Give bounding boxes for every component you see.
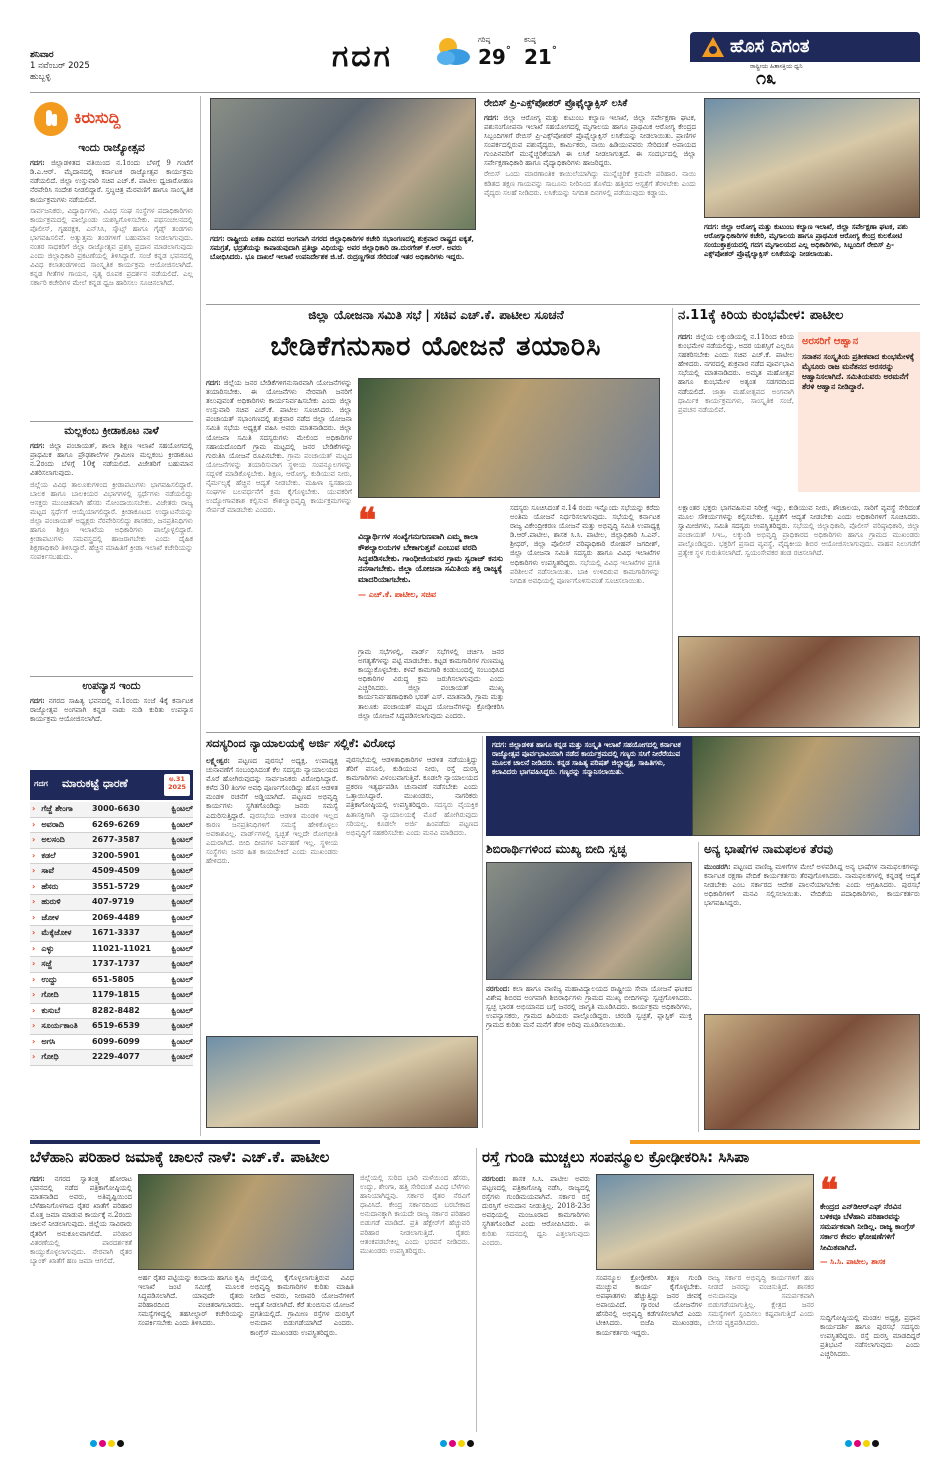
- market-price-range: 2069-4489: [91, 912, 140, 922]
- bottom-right-col-1: ನರಗುಂದ: ಶಾಸಕ ಸಿ.ಸಿ. ಪಾಟೀಲ ಅವರು ಪಟ್ಟಣದಲ್ಲಿ ಪತ್ರಿಕಾಗೋಷ್ಠಿ ನಡೆಸಿ, ರಾಜ್ಯದಲ್ಲಿ ರಸ್ತೆಗಳು ಗುಂಡಿಮಯವಾಗಿವೆ. ಸರ್ಕಾರ ರಸ್ತೆ ದುರಸ್ತಿಗೆ ಅನುದಾನ ನೀಡುತ್ತಿಲ್ಲ. 2018-23ರ ಅವಧಿಯಲ್ಲಿ ಮಂಜೂರಾದ ಕಾಮಗಾರಿಗಳು ಸ್ಥಗಿತಗೊಂಡಿವೆ ಎಂದು ಆರೋಪಿಸಿದರು. ಈ ಕುರಿತು ಸದನದಲ್ಲಿ ಧ್ವನಿ ಎತ್ತಲಾಗುವುದು ಎಂದರು.: [482, 1174, 590, 1247]
- kirusuddi-header: [30, 96, 193, 140]
- kirusuddi-item: ಉಪನ್ಯಾಸ ಇಂದು ಗದಗ: ನಗರದ ಸಾಹಿತ್ಯ ಭವನದಲ್ಲಿ ನ.1ರಂದು ಸಂಜೆ 4ಕ್ಕೆ ಕರ್ನಾಟಕ ರಾಜ್ಯೋತ್ಸವ ಅಂಗವಾಗಿ ಕನ್ನಡ ನಾಡು ನುಡಿ ಕುರಿತು ಉಪನ್ಯಾಸ ಕಾರ್ಯಕ್ರಮ ಆಯೋಜಿಸಲಾಗಿದೆ.: [30, 676, 193, 764]
- bullet-icon: ›: [32, 990, 36, 1000]
- street-body: ನರಗುಂದ: ಕಲಾ ಹಾಗೂ ವಾಣಿಜ್ಯ ಮಹಾವಿದ್ಯಾಲಯದ ರಾಷ್ಟ್ರೀಯ ಸೇವಾ ಯೋಜನೆ ಘಟಕದ ವಿಶೇಷ ಶಿಬಿರದ ಅಂಗವಾಗಿ ಶಿಬಿರಾರ್ಥಿಗಳು ಗ್ರಾಮದ ಮುಖ್ಯ ಬೀದಿಗಳನ್ನು ಸ್ವಚ್ಛಗೊಳಿಸಿದರು. ಸ್ವಚ್ಛ ಭಾರತ ಅಭಿಯಾನದ ಬಗ್ಗೆ ಜನರಲ್ಲಿ ಜಾಗೃತಿ ಮೂಡಿಸಿದರು. ಕಾರ್ಯಕ್ರಮ ಅಧಿಕಾರಿಗಳು, ಉಪನ್ಯಾಸಕರು, ಗ್ರಾಮದ ಹಿರಿಯರು ಪಾಲ್ಗೊಂಡಿದ್ದರು. ಚರಂಡಿ ಸ್ವಚ್ಛತೆ, ಪ್ಲಾಸ್ಟಿಕ್ ಮುಕ್ತ ಗ್ರಾಮದ ಕುರಿತು ಮನೆ ಮನೆಗೆ ತೆರಳಿ ಅರಿವು ಮೂಡಿಸಲಾಯಿತು.: [486, 984, 692, 1030]
- header-date: 1 ನವೆಂಬರ್ 2025: [30, 61, 90, 72]
- kirusuddi-item: ಮಲ್ಲಕಂಬ ಕ್ರೀಡಾಕೂಟ ನಾಳೆ ಗದಗ: ಜಿಲ್ಲಾ ಪಂಚಾಯತ್, ಶಾಲಾ ಶಿಕ್ಷಣ ಇಲಾಖೆ ಸಹಯೋಗದಲ್ಲಿ ಪ್ರಾಥಮಿಕ ಹಾಗೂ ಪ್ರೌಢಶಾಲೆಗಳ ಗ್ರಾಮೀಣ ಮಲ್ಲಕಂಬ ಕ್ರೀಡಾಕೂಟ ನ.2ರಂದು ಬೆಳಗ್ಗೆ 10ಕ್ಕೆ ನಡೆಯಲಿದೆ. ವಿಜೇತರಿಗೆ ಬಹುಮಾನ ವಿತರಿಸಲಾಗುವುದು. ಜಿಲ್ಲೆಯ ವಿವಿಧ ತಾಲೂಕುಗಳಿಂದ ಕ್ರೀಡಾಪಟುಗಳು ಭಾಗವಹಿಸಲಿದ್ದಾರೆ. ಬಾಲಕ ಹಾಗೂ ಬಾಲಕಿಯರ ವಿಭಾಗಗಳಲ್ಲಿ ಸ್ಪರ್ಧೆಗಳು ನಡೆಯಲಿದ್ದು ಆಸಕ್ತರು ಮುಂಚಿತವಾಗಿ ಹೆಸರು ನೋಂದಾಯಿಸಬೇಕು. ವಿಜೇತರು ರಾಜ್ಯ ಮಟ್ಟದ ಸ್ಪರ್ಧೆಗೆ ಆಯ್ಕೆಯಾಗಲಿದ್ದಾರೆ. ಕ್ರೀಡಾಕೂಟದ ಉದ್ಘಾಟನೆಯನ್ನು ಜಿಲ್ಲಾ ಪಂಚಾಯತ್ ಅಧ್ಯಕ್ಷರು ನೆರವೇರಿಸಲಿದ್ದು ಶಾಸಕರು, ಜನಪ್ರತಿನಿಧಿಗಳು ಹಾಗೂ ಶಿಕ್ಷಣ ಇಲಾಖೆಯ ಅಧಿಕಾರಿಗಳು ಪಾಲ್ಗೊಳ್ಳಲಿದ್ದಾರೆ. ಕ್ರೀಡಾಪಟುಗಳು ಸಮವಸ್ತ್ರದಲ್ಲಿ ಹಾಜರಾಗಬೇಕು ಎಂದು ದೈಹಿಕ ಶಿಕ್ಷಣಾಧಿಕಾರಿ ತಿಳಿಸಿದ್ದಾರೆ. ಹೆಚ್ಚಿನ ಮಾಹಿತಿಗೆ ಕ್ರೀಡಾ ಇಲಾಖೆ ಕಚೇರಿಯನ್ನು ಸಂಪರ್ಕಿಸಬಹುದು.: [30, 421, 193, 681]
- kumbhamela-box: [798, 332, 920, 492]
- market-price-range: 2229-4077: [91, 1052, 140, 1062]
- market-row: [30, 1004, 193, 1020]
- bullet-icon: ›: [32, 819, 36, 829]
- photo-unity-day-caption: ಗದಗ: ರಾಷ್ಟ್ರೀಯ ಏಕತಾ ದಿವಸದ ಅಂಗವಾಗಿ ನಗರದ ಜಿಲ್ಲಾಧಿಕಾರಿಗಳ ಕಚೇರಿ ಸಭಾಂಗಣದಲ್ಲಿ ಶುಕ್ರವಾರ ರಾಷ್ಟ್ರದ ಐಕ್ಯತೆ, ಸಮಗ್ರತೆ, ಭದ್ರತೆಯನ್ನು ಕಾಪಾಡುವುದಾಗಿ ಪ್ರತಿಜ್ಞಾ ವಿಧಿಯನ್ನು ಅಪರ ಜಿಲ್ಲಾಧಿಕಾರಿ ಡಾ.ದುರಗೇಶ್ ಕೆ.ಆರ್. ಅವರು ಬೋಧಿಸಿದರು. ಭೂ ದಾಖಲೆ ಇಲಾಖೆ ಉಪನಿರ್ದೇಶಕ ಜಿ.ಜೆ. ರುದ್ರಣ್ಣಗೌಡ ಸೇರಿದಂತೆ ಇತರ ಅಧಿಕಾರಿಗಳು ಇದ್ದರು.: [210, 234, 474, 262]
- lead-quote-box: [358, 504, 504, 644]
- market-row: [30, 942, 193, 958]
- kumbhamela-photo: [678, 636, 920, 728]
- market-crop: ಹೆಸರು: [41, 881, 59, 891]
- rabies-body: ಜಿಲ್ಲಾ ಆರೋಗ್ಯ ಮತ್ತು ಕುಟುಂಬ ಕಲ್ಯಾಣ ಇಲಾಖೆ, ಜಿಲ್ಲಾ ಸರ್ವೇಕ್ಷಣಾ ಘಟಕ, ಪಶುಸಂಗೋಪನಾ ಇಲಾಖೆ ಸಹಯೋಗದಲ್ಲಿ ಮೃಗಾಲಯ ಹಾಗೂ ಪ್ರಾಥಮಿಕ ಆರೋಗ್ಯ ಕೇಂದ್ರದ ಸಿಬ್ಬಂದಿಗಳಿಗೆ ರೇಬಿಸ್ ಪ್ರಿ-ಎಕ್ಸ್‌ಪೋಶರ್ ಪ್ರೊಫೈಲ್ಯಾಕ್ಸಿಸ್ ಲಸಿಕೆಯನ್ನು ನೀಡಲಾಯಿತು. ಪ್ರಾಣಿಗಳ ಸಂಪರ್ಕದಲ್ಲಿರುವ ಪಶುವೈದ್ಯರು, ಕಾರ್ಮಿಕರು, ನಾಯಿ ಹಿಡಿಯುವವರು ಸೇರಿದಂತೆ ಅಪಾಯದ ಗುಂಪಿನವರಿಗೆ ಮುನ್ನೆಚ್ಚರಿಕೆಯಾಗಿ ಈ ಲಸಿಕೆ ನೀಡಲಾಗುತ್ತದೆ. ಈ ಸಂದರ್ಭದಲ್ಲಿ ಜಿಲ್ಲಾ ಸರ್ವೇಕ್ಷಣಾಧಿಕಾರಿ ಹಾಗೂ ವೈದ್ಯಾಧಿಕಾರಿಗಳು ಹಾಜರಿದ್ದರು.: [484, 113, 696, 168]
- bullet-icon: ›: [32, 850, 36, 860]
- market-crop: ಜೋಳ: [41, 912, 59, 922]
- quote-mark-icon: ❝: [358, 504, 377, 541]
- bullet-icon: ›: [32, 897, 36, 907]
- bullet-icon: ›: [32, 1021, 36, 1031]
- court-headline: ಸದಸ್ಯರಿಂದ ನ್ಯಾಯಾಲಯಕ್ಕೆ ಅರ್ಜಿ ಸಲ್ಲಿಕೆ: ವಿರೋಧ: [206, 736, 396, 750]
- kumbhamela-box-title: ಅರಸರಿಗೆ ಆಹ್ವಾನ: [802, 336, 859, 347]
- market-crop: ಹುರುಳಿ: [41, 897, 61, 907]
- market-unit: ಕ್ವಿಂಟಲ್: [171, 928, 193, 938]
- court-col-2: ಪುರಸಭೆಯಲ್ಲಿ ಆಡಳಿತಾಧಿಕಾರಿಗಳ ಆಡಳಿತ ನಡೆಯುತ್ತಿದ್ದು ತೆರಿಗೆ ವಸೂಲಿ, ಕುಡಿಯುವ ನೀರು, ರಸ್ತೆ ದುರಸ್ತಿ ಕಾಮಗಾರಿಗಳು ವಿಳಂಬವಾಗುತ್ತಿವೆ. ಕೂಡಲೇ ನ್ಯಾಯಾಲಯದ ಪ್ರಕರಣ ಇತ್ಯರ್ಥಪಡಿಸಿ ಚುನಾವಣೆ ನಡೆಸಬೇಕು ಎಂದು ಒತ್ತಾಯಿಸಿದ್ದಾರೆ. ಮುಖಂಡರು, ನಾಗರಿಕರು ಪತ್ರಿಕಾಗೋಷ್ಠಿಯಲ್ಲಿ ಉಪಸ್ಥಿತರಿದ್ದರು. ಸದಸ್ಯರು ವೈಯಕ್ತಿಕ ಹಿತಾಸಕ್ತಿಗಾಗಿ ನ್ಯಾಯಾಲಯಕ್ಕೆ ಮೊರೆ ಹೋಗಿರುವುದು ಸರಿಯಲ್ಲ. ಕೂಡಲೇ ಅರ್ಜಿ ಹಿಂಪಡೆದು ಪಟ್ಟಣದ ಅಭಿವೃದ್ಧಿಗೆ ಸಹಕರಿಸಬೇಕು ಎಂದು ಮನವಿ ಮಾಡಿದರು.: [346, 756, 478, 837]
- page-number: ೧೩: [756, 68, 777, 89]
- court-col-1: ಲಕ್ಷ್ಮೇಶ್ವರ: ಪಟ್ಟಣದ ಪುರಸಭೆ ಅಧ್ಯಕ್ಷ, ಉಪಾಧ್ಯಕ್ಷ ಚುನಾವಣೆಗೆ ಸಂಬಂಧಿಸಿದಂತೆ ಕೆಲ ಸದಸ್ಯರು ನ್ಯಾಯಾಲಯದ ಮೊರೆ ಹೋಗಿರುವುದನ್ನು ಸಾರ್ವಜನಿಕರು ವಿರೋಧಿಸಿದ್ದಾರೆ. ಕಳೆದ 30 ತಿಂಗಳ ಅವಧಿ ಪೂರ್ಣಗೊಂಡಿದ್ದು ಹೊಸ ಆಡಳಿತ ಮಂಡಳಿ ರಚನೆಗೆ ಅಡ್ಡಿಯಾಗಿದೆ. ಪಟ್ಟಣದ ಅಭಿವೃದ್ಧಿ ಕಾರ್ಯಗಳು ಸ್ಥಗಿತಗೊಂಡಿದ್ದು ಜನರು ಸಮಸ್ಯೆ ಎದುರಿಸುತ್ತಿದ್ದಾರೆ. ಪುರಸಭೆಯ ಆಡಳಿತ ಮಂಡಳಿ ಇಲ್ಲದ ಕಾರಣ ಜನಪ್ರತಿನಿಧಿಗಳಿಗೆ ಸಮಸ್ಯೆ ಹೇಳಿಕೊಳ್ಳಲು ಅವಕಾಶವಿಲ್ಲ. ವಾರ್ಡ್‌ಗಳಲ್ಲಿ ಸ್ವಚ್ಛತೆ ಇಲ್ಲದೇ ರೋಗಭೀತಿ ಎದುರಾಗಿದೆ. ಬೀದಿ ದೀಪಗಳ ನಿರ್ವಹಣೆ ಇಲ್ಲ. ಸ್ಥಳೀಯ ಸಂಸ್ಥೆಗಳು ಜನರ ಹಿತ ಕಾಯಬೇಕಿದೆ ಎಂದು ಮುಖಂಡರು ಹೇಳಿದರು.: [206, 756, 338, 866]
- signboard-story: [704, 842, 920, 1132]
- market-row: [30, 895, 193, 911]
- kirusuddi-item: ಇಂದು ರಾಜ್ಯೋತ್ಸವ ಗದಗ: ಜಿಲ್ಲಾಡಳಿತದ ವತಿಯಿಂದ ನ.1ರಂದು ಬೆಳಗ್ಗೆ 9 ಗಂಟೆಗೆ ಡಿ.ಎ.ಆರ್. ಮೈದಾನದಲ್ಲಿ ಕರ್ನಾಟಕ ರಾಜ್ಯೋತ್ಸವ ಕಾರ್ಯಕ್ರಮ ನಡೆಯಲಿದೆ. ಜಿಲ್ಲಾ ಉಸ್ತುವಾರಿ ಸಚಿವ ಎಚ್.ಕೆ. ಪಾಟೀಲ ಧ್ವಜಾರೋಹಣ ನೆರವೇರಿಸಿ ಸಂದೇಶ ನೀಡಲಿದ್ದಾರೆ. ಸ್ತಬ್ಧಚಿತ್ರ ಮೆರವಣಿಗೆ ಹಾಗೂ ಸಾಂಸ್ಕೃತಿಕ ಕಾರ್ಯಕ್ರಮಗಳು ನಡೆಯಲಿವೆ. ಸಾರ್ವಜನಿಕರು, ವಿದ್ಯಾರ್ಥಿಗಳು, ವಿವಿಧ ಸಂಘ ಸಂಸ್ಥೆಗಳ ಪದಾಧಿಕಾರಿಗಳು ಕಾರ್ಯಕ್ರಮದಲ್ಲಿ ಪಾಲ್ಗೊಂಡು ಯಶಸ್ವಿಗೊಳಿಸಬೇಕು. ಪಥಸಂಚಲನದಲ್ಲಿ ಪೊಲೀಸ್, ಗೃಹರಕ್ಷಕ, ಎನ್‌ಸಿಸಿ, ಸ್ಕೌಟ್ಸ್ ಹಾಗೂ ಗೈಡ್ಸ್ ತಂಡಗಳು ಭಾಗವಹಿಸಲಿವೆ. ಅತ್ಯುತ್ತಮ ತಂಡಗಳಿಗೆ ಬಹುಮಾನ ನೀಡಲಾಗುವುದು. ನಂತರ ಸಾಧಕರಿಗೆ ಜಿಲ್ಲಾ ರಾಜ್ಯೋತ್ಸವ ಪ್ರಶಸ್ತಿ ಪ್ರದಾನ ಮಾಡಲಾಗುವುದು ಎಂದು ಜಿಲ್ಲಾಧಿಕಾರಿ ಪ್ರಕಟಣೆಯಲ್ಲಿ ತಿಳಿಸಿದ್ದಾರೆ. ಸಂಜೆ ಕನ್ನಡ ಭವನದಲ್ಲಿ ವಿವಿಧ ಕಲಾತಂಡಗಳಿಂದ ಸಾಂಸ್ಕೃತಿಕ ಕಾರ್ಯಕ್ರಮ ಆಯೋಜಿಸಲಾಗಿದೆ. ಕನ್ನಡ ಗೀತೆಗಳ ಗಾಯನ, ನೃತ್ಯ ರೂಪಕ ಪ್ರದರ್ಶನ ನಡೆಯಲಿದೆ. ಎಲ್ಲ ಸರ್ಕಾರಿ ಕಚೇರಿಗಳ ಮೇಲೆ ಕನ್ನಡ ಧ್ವಜ ಹಾರಿಸಲು ಸೂಚಿಸಲಾಗಿದೆ.: [30, 142, 193, 288]
- market-row: [30, 1050, 193, 1066]
- market-unit: ಕ್ವಿಂಟಲ್: [171, 850, 193, 860]
- market-price-range: 1179-1815: [91, 990, 140, 1000]
- market-row: [30, 880, 193, 896]
- market-row: [30, 802, 193, 818]
- market-price-range: 3551-5729: [91, 881, 140, 891]
- market-unit: ಕ್ವಿಂಟಲ್: [171, 881, 193, 891]
- weather-max-label: ಗರಿಷ್ಠ: [478, 36, 491, 44]
- signboard-photo: [704, 1014, 920, 1130]
- brand-tagline: ರಾಷ್ಟ್ರೀಯ ಹಿತಾಸಕ್ತಿಯ ಧ್ವನಿ: [750, 63, 803, 70]
- market-unit: ಕ್ವಿಂಟಲ್: [171, 1005, 193, 1015]
- kumbhamela-col-2: ಲಕ್ಷಾಂತರ ಭಕ್ತರು ಭಾಗವಹಿಸುವ ನಿರೀಕ್ಷೆ ಇದ್ದು, ಕುಡಿಯುವ ನೀರು, ಶೌಚಾಲಯ, ಸಾರಿಗೆ ವ್ಯವಸ್ಥೆ ಸೇರಿದಂತೆ ಮೂಲ ಸೌಕರ್ಯಗಳನ್ನು ಕಲ್ಪಿಸಬೇಕು. ಸ್ವಚ್ಛತೆಗೆ ಆದ್ಯತೆ ನೀಡಬೇಕು ಎಂದು ಅಧಿಕಾರಿಗಳಿಗೆ ಸೂಚಿಸಿದರು. ಸ್ವಾಮೀಜಿಗಳು, ಸಮಿತಿ ಸದಸ್ಯರು ಉಪಸ್ಥಿತರಿದ್ದರು. ಸಭೆಯಲ್ಲಿ ಜಿಲ್ಲಾಧಿಕಾರಿ, ಪೊಲೀಸ್ ವರಿಷ್ಠಾಧಿಕಾರಿ, ಜಿಲ್ಲಾ ಪಂಚಾಯತ್ ಸಿಇಒ, ಲಕ್ಕುಂಡಿ ಅಭಿವೃದ್ಧಿ ಪ್ರಾಧಿಕಾರದ ಅಧಿಕಾರಿಗಳು ಹಾಗೂ ಗ್ರಾಮದ ಮುಖಂಡರು ಪಾಲ್ಗೊಂಡಿದ್ದರು. ಭಕ್ತರಿಗೆ ಪ್ರಸಾದ ವ್ಯವಸ್ಥೆ, ವೈದ್ಯಕೀಯ ಶಿಬಿರ ಆಯೋಜಿಸಲಾಗುವುದು. ವಾಹನ ನಿಲುಗಡೆಗೆ ಪ್ರತ್ಯೇಕ ಸ್ಥಳ ಗುರುತಿಸಲಾಗಿದೆ. ಸ್ವಯಂಸೇವಕರ ತಂಡ ರಚಿಸಲಾಗಿದೆ.: [678, 504, 920, 558]
- market-price-range: 3200-5901: [91, 850, 140, 860]
- photo-rabies: [704, 98, 920, 218]
- market-price-range: 651-5805: [91, 974, 135, 984]
- market-row: [30, 1019, 193, 1035]
- weather-icon: [432, 34, 472, 68]
- market-price-range: 6269-6269: [91, 819, 140, 829]
- bottom-right-quote-box: [820, 1174, 920, 1304]
- bottom-right-headline: ರಸ್ತೆ ಗುಂಡಿ ಮುಚ್ಚಲು ಸಂಪನ್ಮೂಲ ಕ್ರೋಢೀಕರಿಸಿ: ಸಿಸಿಪಾ: [482, 1148, 750, 1166]
- market-crop: ಎಳ್ಳು: [41, 943, 54, 953]
- market-header: [30, 770, 193, 800]
- lead-col-3: ಸದಸ್ಯರು ಸೂಚಿಸಿದಂತೆ ನ.14 ರಂದು ಇನ್ನೊಂದು ಸಭೆಯನ್ನು ಕರೆದು ಅಂತಿಮ ಯೋಜನೆ ನಿರ್ಧರಿಸಲಾಗುವುದು. ಸಭೆಯಲ್ಲಿ ಕರ್ನಾಟಕ ರಾಜ್ಯ ವಿಕೇಂದ್ರೀಕರಣ ಯೋಜನೆ ಮತ್ತು ಅಭಿವೃದ್ಧಿ ಸಮಿತಿ ಉಪಾಧ್ಯಕ್ಷ ಡಿ.ಆರ್.ಪಾಟೀಲ, ಶಾಸಕ ಸಿ.ಸಿ. ಪಾಟೀಲ, ಜಿಲ್ಲಾಧಿಕಾರಿ ಸಿ.ಎನ್. ಶ್ರೀಧರ್, ಜಿಲ್ಲಾ ಪೊಲೀಸ್ ವರಿಷ್ಠಾಧಿಕಾರಿ ರೋಹನ್ ಜಗದೀಶ್, ಜಿಲ್ಲಾ ಯೋಜನಾ ಸಮಿತಿ ಸದಸ್ಯರು ಹಾಗೂ ವಿವಿಧ ಇಲಾಖೆಗಳ ಅಧಿಕಾರಿಗಳು ಉಪಸ್ಥಿತರಿದ್ದರು. ಸಭೆಯಲ್ಲಿ ವಿವಿಧ ಇಲಾಖೆಗಳ ಪ್ರಗತಿ ಪರಿಶೀಲನೆ ನಡೆಸಲಾಯಿತು. ಬಾಕಿ ಉಳಿದಿರುವ ಕಾಮಗಾರಿಗಳನ್ನು ನಿಗದಿತ ಅವಧಿಯಲ್ಲಿ ಪೂರ್ಣಗೊಳಿಸುವಂತೆ ಸೂಚಿಸಲಾಯಿತು.: [510, 504, 660, 585]
- market-city: ಗದಗ: [34, 779, 48, 788]
- bottom-left-photo: [138, 1174, 354, 1270]
- kumbhamela-col-1: ಗದಗ: ಜಿಲ್ಲೆಯ ಲಕ್ಕುಂಡಿಯಲ್ಲಿ ನ.11ರಿಂದ ಕಿರಿಯ ಕುಂಭಮೇಳ ನಡೆಯಲಿದ್ದು, ಅದರ ಯಶಸ್ಸಿಗೆ ಎಲ್ಲರೂ ಸಹಕರಿಸಬೇಕು ಎಂದು ಸಚಿವ ಎಚ್.ಕೆ. ಪಾಟೀಲ ಹೇಳಿದರು. ನಗರದಲ್ಲಿ ಶುಕ್ರವಾರ ನಡೆದ ಪೂರ್ವಭಾವಿ ಸಭೆಯಲ್ಲಿ ಮಾತನಾಡಿದರು. ಅಮೃತ ಮಹೋತ್ಸವ ಹಾಗೂ ಕುಂಭಮೇಳ ಅತ್ಯಂತ ಸಡಗರದಿಂದ ನಡೆಯಲಿದೆ. ಜಾತ್ರಾ ಮಹೋತ್ಸವದ ಅಂಗವಾಗಿ ಧಾರ್ಮಿಕ ಕಾರ್ಯಕ್ರಮಗಳು, ಸಾಂಸ್ಕೃತಿಕ ಸಂಜೆ, ಪ್ರವಚನ ನಡೆಯಲಿವೆ.: [678, 332, 794, 414]
- brand-name: ಹೊಸ ದಿಗಂತ: [730, 36, 810, 57]
- plant-caption: ಗದಗ: ಜಿಲ್ಲಾಡಳಿತ ಹಾಗೂ ಕನ್ನಡ ಮತ್ತು ಸಂಸ್ಕೃತಿ ಇಲಾಖೆ ಸಹಯೋಗದಲ್ಲಿ ಕರ್ನಾಟಕ ರಾಜ್ಯೋತ್ಸವ ಪೂರ್ವಭಾವಿಯಾಗಿ ನಡೆದ ಕಾರ್ಯಕ್ರಮದಲ್ಲಿ ಗಣ್ಯರು ಸಸಿಗೆ ನೀರೆರೆಯುವ ಮೂಲಕ ಚಾಲನೆ ನೀಡಿದರು. ಕನ್ನಡ ಸಾಹಿತ್ಯ ಪರಿಷತ್ ಜಿಲ್ಲಾಧ್ಯಕ್ಷ, ಸಾಹಿತಿಗಳು, ಕಲಾವಿದರು ಭಾಗವಹಿಸಿದ್ದರು. ಗಣ್ಯರನ್ನು ಸನ್ಮಾನಿಸಲಾಯಿತು.: [492, 740, 681, 777]
- bottom-band: [30, 1140, 920, 1144]
- lead-col-1: ಗದಗ: ಜಿಲ್ಲೆಯ ಜನರ ಬೇಡಿಕೆಗಳಿಗನುಸಾರವಾಗಿ ಯೋಜನೆಗಳನ್ನು ತಯಾರಿಸಬೇಕು. ಈ ಯೋಜನೆಗಳು ನೇರವಾಗಿ ಜನರಿಗೆ ತಲುಪುವಂತೆ ಅಧಿಕಾರಿಗಳು ಕಾರ್ಯನಿರ್ವಹಿಸಬೇಕು ಎಂದು ಜಿಲ್ಲಾ ಉಸ್ತುವಾರಿ ಸಚಿವ ಎಚ್.ಕೆ. ಪಾಟೀಲ ಸೂಚಿಸಿದರು. ಜಿಲ್ಲಾ ಪಂಚಾಯತ್ ಸಭಾಂಗಣದಲ್ಲಿ ಶುಕ್ರವಾರ ನಡೆದ ಜಿಲ್ಲಾ ಯೋಜನಾ ಸಮಿತಿ ಸಭೆಯ ಅಧ್ಯಕ್ಷತೆ ವಹಿಸಿ ಅವರು ಮಾತನಾಡಿದರು. ಜಿಲ್ಲಾ ಯೋಜನಾ ಸಮಿತಿ ಸದಸ್ಯರುಗಳು ಮೇಲಿಂದ ಅಧಿಕಾರಿಗಳ ಸಹಾಯದೊಂದಿಗೆ ಗ್ರಾಮ ಮಟ್ಟದಲ್ಲಿ ಜನರ ಬೇಡಿಕೆಗಳನ್ನು ಗುರುತಿಸಿ ಯೋಜನೆ ರೂಪಿಸಬೇಕು. ಗ್ರಾಮ ಪಂಚಾಯತ್ ಮಟ್ಟದ ಯೋಜನೆಗಳನ್ನು ತಯಾರಿಸುವಾಗ ಸ್ಥಳೀಯ ಸಂಪನ್ಮೂಲಗಳನ್ನು ಸದ್ಬಳಕೆ ಮಾಡಿಕೊಳ್ಳಬೇಕು. ಶಿಕ್ಷಣ, ಆರೋಗ್ಯ, ಕುಡಿಯುವ ನೀರು, ನೈರ್ಮಲ್ಯಕ್ಕೆ ಹೆಚ್ಚಿನ ಆದ್ಯತೆ ನೀಡಬೇಕು. ಮಹಿಳಾ ಸ್ವಸಹಾಯ ಸಂಘಗಳ ಬಲವರ್ಧನೆಗೆ ಕ್ರಮ ಕೈಗೊಳ್ಳಬೇಕು. ಯುವಕರಿಗೆ ಉದ್ಯೋಗಾವಕಾಶ ಕಲ್ಪಿಸುವ ಕೌಶಲ್ಯಾಭಿವೃದ್ಧಿ ಕಾರ್ಯಕ್ರಮಗಳನ್ನು ಸೇರ್ಪಡೆ ಮಾಡಬೇಕು ಎಂದರು.: [206, 378, 352, 515]
- market-unit: ಕ್ವಿಂಟಲ್: [171, 943, 193, 953]
- market-row: [30, 926, 193, 942]
- market-price-range: 11021-11021: [91, 943, 151, 953]
- market-price-range: 1671-3337: [91, 928, 140, 938]
- market-crop: ಗೋದಿ: [41, 990, 59, 1000]
- street-photo: [486, 862, 692, 980]
- kumbhamela-box-body: ಸನಾತನ ಸಂಸ್ಕೃತಿಯ ಪ್ರತೀಕವಾದ ಕುಂಭಮೇಳಕ್ಕೆ ಮೈಸೂರು ರಾಜ ಮನೆತನದ ಅರಸರನ್ನು ಆಹ್ವಾನಿಸಲಾಗಿದೆ. ಸಮಿತಿಯವರು ಅರಮನೆಗೆ ತೆರಳಿ ಆಹ್ವಾನ ನೀಡಿದ್ದಾರೆ.: [802, 351, 915, 391]
- brand-logo-icon: [700, 35, 726, 59]
- bottom-left-story: [30, 1148, 470, 1432]
- market-row: [30, 1035, 193, 1051]
- kirusuddi-column: [30, 96, 193, 764]
- market-row: [30, 864, 193, 880]
- page-title: ಗದಗ: [332, 39, 393, 74]
- market-unit: ಕ್ವಿಂಟಲ್: [171, 990, 193, 1000]
- lead-quote-byline: — ಎಚ್.ಕೆ. ಪಾಟೀಲ, ಸಚಿವ: [358, 589, 437, 599]
- masthead: [0, 0, 945, 95]
- market-unit: ಕ್ವಿಂಟಲ್: [171, 1021, 193, 1031]
- court-story: [206, 736, 478, 1036]
- market-price-range: 3000-6630: [91, 804, 140, 814]
- market-price-range: 4509-4509: [91, 866, 140, 876]
- bullet-icon: ›: [32, 881, 36, 891]
- court-photo: [206, 1036, 478, 1128]
- bottom-left-col-3: ಜಿಲ್ಲೆಯಲ್ಲಿ ಕೈಗೊಳ್ಳಲಾಗುತ್ತಿರುವ ವಿವಿಧ ಅಭಿವೃದ್ಧಿ ಕಾಮಗಾರಿಗಳ ಕುರಿತು ಮಾಹಿತಿ ನೀಡಿದ ಅವರು, ನೀರಾವರಿ ಯೋಜನೆಗಳಿಗೆ ಆದ್ಯತೆ ನೀಡಲಾಗಿದೆ. ಕೆರೆ ತುಂಬಿಸುವ ಯೋಜನೆ ಪ್ರಗತಿಯಲ್ಲಿದೆ. ಗ್ರಾಮೀಣ ರಸ್ತೆಗಳ ದುರಸ್ತಿಗೆ ಅನುದಾನ ಬಿಡುಗಡೆಯಾಗಿದೆ ಎಂದರು. ಕಾಂಗ್ರೆಸ್ ಮುಖಂಡರು ಉಪಸ್ಥಿತರಿದ್ದರು.: [250, 1274, 354, 1337]
- rabies-headline: ರೇಬಿಸ್ ಪ್ರಿ-ಎಕ್ಸ್‌ಪೋಶರ್ ಪ್ರೊಫೈಲ್ಯಾಕ್ಸಿಸ್ ಲಸಿಕೆ: [484, 98, 628, 109]
- bottom-right-col-2b: ರಾಜ್ಯ ಸರ್ಕಾರ ಅಭಿವೃದ್ಧಿ ಕಾರ್ಯಗಳಿಗೆ ಹಣ ನೀಡದೆ ಜನರನ್ನು ವಂಚಿಸುತ್ತಿದೆ. ಶಾಸಕರ ಅನುದಾನವೂ ಸಮರ್ಪಕವಾಗಿ ಬಿಡುಗಡೆಯಾಗುತ್ತಿಲ್ಲ. ಕ್ಷೇತ್ರದ ಜನರ ಸಮಸ್ಯೆಗಳಿಗೆ ಸ್ಪಂದಿಸಲು ಕಷ್ಟವಾಗುತ್ತಿದೆ ಎಂದು ಬೇಸರ ವ್ಯಕ್ತಪಡಿಸಿದರು.: [708, 1274, 814, 1328]
- lead-story: [206, 308, 666, 728]
- market-unit: ಕ್ವಿಂಟಲ್: [171, 835, 193, 845]
- market-table: [30, 770, 193, 1140]
- market-crop: ಸೂರ್ಯಕಾಂತಿ: [41, 1021, 78, 1031]
- market-title: ಮಾರುಕಟ್ಟೆ ಧಾರಣೆ: [62, 777, 128, 790]
- market-crop: ಸಜ್ಜೆ: [41, 959, 52, 969]
- bullet-icon: ›: [32, 959, 36, 969]
- street-headline: ಶಿಬಿರಾರ್ಥಿಗಳಿಂದ ಮುಖ್ಯ ಬೀದಿ ಸ್ವಚ್ಛ: [486, 842, 627, 856]
- market-crop: ಅಗಸಿ: [41, 1036, 56, 1046]
- kirusuddi-item-head: ಉಪನ್ಯಾಸ ಇಂದು: [82, 680, 141, 692]
- print-registration-marks: [440, 1440, 500, 1450]
- bullet-icon: ›: [32, 866, 36, 876]
- market-crop: ಅವರಾದಿ: [41, 819, 65, 829]
- brand-banner: [690, 32, 920, 62]
- rabies-story: ರೇಬಿಸ್ ಪ್ರಿ-ಎಕ್ಸ್‌ಪೋಶರ್ ಪ್ರೊಫೈಲ್ಯಾಕ್ಸಿಸ್ ಲಸಿಕೆ ಗದಗ: ಜಿಲ್ಲಾ ಆರೋಗ್ಯ ಮತ್ತು ಕುಟುಂಬ ಕಲ್ಯಾಣ ಇಲಾಖೆ, ಜಿಲ್ಲಾ ಸರ್ವೇಕ್ಷಣಾ ಘಟಕ, ಪಶುಸಂಗೋಪನಾ ಇಲಾಖೆ ಸಹಯೋಗದಲ್ಲಿ ಮೃಗಾಲಯ ಹಾಗೂ ಪ್ರಾಥಮಿಕ ಆರೋಗ್ಯ ಕೇಂದ್ರದ ಸಿಬ್ಬಂದಿಗಳಿಗೆ ರೇಬಿಸ್ ಪ್ರಿ-ಎಕ್ಸ್‌ಪೋಶರ್ ಪ್ರೊಫೈಲ್ಯಾಕ್ಸಿಸ್ ಲಸಿಕೆಯನ್ನು ನೀಡಲಾಯಿತು. ಪ್ರಾಣಿಗಳ ಸಂಪರ್ಕದಲ್ಲಿರುವ ಪಶುವೈದ್ಯರು, ಕಾರ್ಮಿಕರು, ನಾಯಿ ಹಿಡಿಯುವವರು ಸೇರಿದಂತೆ ಅಪಾಯದ ಗುಂಪಿನವರಿಗೆ ಮುನ್ನೆಚ್ಚರಿಕೆಯಾಗಿ ಈ ಲಸಿಕೆ ನೀಡಲಾಗುತ್ತದೆ. ಈ ಸಂದರ್ಭದಲ್ಲಿ ಜಿಲ್ಲಾ ಸರ್ವೇಕ್ಷಣಾಧಿಕಾರಿ ಹಾಗೂ ವೈದ್ಯಾಧಿಕಾರಿಗಳು ಹಾಜರಿದ್ದರು. ರೇಬಿಸ್ ಒಂದು ಮಾರಣಾಂತಿಕ ಕಾಯಿಲೆಯಾಗಿದ್ದು ಮುನ್ನೆಚ್ಚರಿಕೆ ಕ್ರಮವೇ ಪರಿಹಾರ. ನಾಯಿ ಕಡಿತದ ತಕ್ಷಣ ಗಾಯವನ್ನು ಸಾಬೂನು ನೀರಿನಿಂದ ತೊಳೆದು ಹತ್ತಿರದ ಆಸ್ಪತ್ರೆಗೆ ತೆರಳಬೇಕು ಎಂದು ವೈದ್ಯರು ಸಲಹೆ ನೀಡಿದರು. ಲಸಿಕೆಯನ್ನು ನಿಗದಿತ ದಿನಗಳಲ್ಲಿ ಪಡೆಯುವುದು ಕಡ್ಡಾಯ.: [484, 98, 696, 197]
- signboard-body: ಮುಂಡರಗಿ: ಪಟ್ಟಣದ ವಾಣಿಜ್ಯ ಮಳಿಗೆಗಳ ಮೇಲೆ ಅಳವಡಿಸಿದ್ದ ಅನ್ಯ ಭಾಷೆಗಳ ನಾಮಫಲಕಗಳನ್ನು ಕರ್ನಾಟಕ ರಕ್ಷಣಾ ವೇದಿಕೆ ಕಾರ್ಯಕರ್ತರು ತೆರವುಗೊಳಿಸಿದರು. ನಾಮಫಲಕಗಳಲ್ಲಿ ಕನ್ನಡಕ್ಕೆ ಆದ್ಯತೆ ನೀಡಬೇಕು ಎಂಬ ಸರ್ಕಾರದ ಆದೇಶ ಪಾಲನೆಯಾಗಬೇಕು ಎಂದು ಆಗ್ರಹಿಸಿದರು. ಪುರಸಭೆ ಅಧಿಕಾರಿಗಳಿಗೆ ಮನವಿ ಸಲ್ಲಿಸಲಾಯಿತು. ವೇದಿಕೆಯ ಪದಾಧಿಕಾರಿಗಳು, ಕಾರ್ಯಕರ್ತರು ಭಾಗವಹಿಸಿದ್ದರು.: [704, 862, 920, 908]
- bullet-icon: ›: [32, 1036, 36, 1046]
- weather-max: ಗರಿಷ್ಠ 29°: [478, 36, 518, 76]
- market-row: [30, 973, 193, 989]
- kirusuddi-title: ಕಿರುಸುದ್ದಿ: [74, 108, 121, 127]
- kirusuddi-item-head: ಇಂದು ರಾಜ್ಯೋತ್ಸವ: [78, 142, 145, 154]
- market-rows: [30, 802, 193, 1138]
- market-date-badge: ಅ.31 2025: [164, 774, 190, 796]
- market-unit: ಕ್ವಿಂಟಲ್: [171, 866, 193, 876]
- weather-min-value: 21: [524, 44, 552, 69]
- print-registration-marks: [845, 1440, 905, 1450]
- bullet-icon: ›: [32, 943, 36, 953]
- lead-kicker: ಜಿಲ್ಲಾ ಯೋಜನಾ ಸಮಿತಿ ಸಭೆ | ಸಚಿವ ಎಚ್.ಕೆ. ಪಾಟೀಲ ಸೂಚನೆ: [308, 308, 564, 322]
- weather-max-value: 29: [478, 44, 506, 69]
- bottom-right-photo: [596, 1174, 814, 1270]
- header-city: ಹುಬ್ಬಳ್ಳಿ: [30, 71, 51, 82]
- market-row: [30, 988, 193, 1004]
- market-unit: ಕ್ವಿಂಟಲ್: [171, 1052, 193, 1062]
- print-registration-marks: [90, 1440, 150, 1450]
- header-date-block: [30, 50, 150, 94]
- market-row: [30, 849, 193, 865]
- market-crop: ಕುಸುಬೆ: [41, 1005, 61, 1015]
- market-crop: ಗೋಧಿ: [41, 1052, 59, 1062]
- market-crop: ಮೆಕ್ಕೆಜೋಳ: [41, 928, 72, 938]
- bullet-icon: ›: [32, 1052, 36, 1062]
- bottom-left-col-2: ಅರ್ಹ ರೈತರ ಪಟ್ಟಿಯನ್ನು ಕಂದಾಯ ಹಾಗೂ ಕೃಷಿ ಇಲಾಖೆ ಜಂಟಿ ಸಮೀಕ್ಷೆ ಮೂಲಕ ಸಿದ್ಧಪಡಿಸಲಾಗಿದೆ. ಯಾವುದೇ ರೈತರು ಪರಿಹಾರದಿಂದ ವಂಚಿತರಾಗಬಾರದು. ಸಮಸ್ಯೆಗಳಿದ್ದಲ್ಲಿ ತಹಸೀಲ್ದಾರ್ ಕಚೇರಿಯನ್ನು ಸಂಪರ್ಕಿಸಬೇಕು ಎಂದು ತಿಳಿಸಿದರು.: [138, 1274, 244, 1328]
- bullet-icon: ›: [32, 928, 36, 938]
- market-price-range: 407-9719: [91, 897, 135, 907]
- kirusuddi-item-head: ಮಲ್ಲಕಂಬ ಕ್ರೀಡಾಕೂಟ ನಾಳೆ: [64, 425, 159, 437]
- market-unit: ಕ್ವಿಂಟಲ್: [171, 804, 193, 814]
- bottom-right-quote: ಕೇಂದ್ರದ ಎನ್‌ಡಿಆರ್‌ಎಫ್ ನೆರವಿನ ಬಳಿಕವೂ ಬೆಳೆಹಾನಿ ಪರಿಹಾರವನ್ನು ಸಮರ್ಪಕವಾಗಿ ನೀಡಿಲ್ಲ. ರಾಜ್ಯ ಕಾಂಗ್ರೆಸ್ ಸರ್ಕಾರ ಕೇವಲ ಘೋಷಣೆಗಳಿಗೆ ಸೀಮಿತವಾಗಿದೆ.: [820, 1202, 916, 1252]
- kumbhamela-headline: ನ.11ಕ್ಕೆ ಕಿರಿಯ ಕುಂಭಮೇಳ: ಪಾಟೀಲ: [678, 308, 844, 323]
- market-crop: ಉದ್ದು: [41, 974, 58, 984]
- bottom-right-quote-byline: — ಸಿ.ಸಿ. ಪಾಟೀಲ, ಶಾಸಕ: [820, 1256, 886, 1266]
- lead-quote: ವಿದ್ಯಾರ್ಥಿಗಳ ಸಂಖ್ಯೆಗನುಗುಣವಾಗಿ ಎಮ್ಮ ಕಾಲಾ ಕೌಶಲ್ಯಾಲಯಗಳ ಬೇಕಾಗುತ್ತವೆ ಎಂಬುವ ವರದಿ ಸಿದ್ಧಪಡಿಸಬೇಕು. ಗಾಂಧೀಜಿಯವರ ಗ್ರಾಮ ಸ್ವರಾಜ್ ಕನಸು ನನಸಾಗಬೇಕು. ಜಿಲ್ಲಾ ಯೋಜನಾ ಸಮಿತಿಯ ಶಕ್ತಿ ರಾಜ್ಯಕ್ಕೆ ಮಾದರಿಯಾಗಬೇಕು.: [358, 532, 504, 585]
- quote-mark-icon: ❝: [820, 1174, 839, 1211]
- market-price-range: 8282-8482: [91, 1005, 140, 1015]
- market-unit: ಕ್ವಿಂಟಲ್: [171, 1036, 193, 1046]
- market-unit: ಕ್ವಿಂಟಲ್: [171, 959, 193, 969]
- market-row: [30, 818, 193, 834]
- bottom-right-col-3: ಸುದ್ದಿಗೋಷ್ಠಿಯಲ್ಲಿ ಮಂಡಲ ಅಧ್ಯಕ್ಷ, ಪ್ರಧಾನ ಕಾರ್ಯದರ್ಶಿ ಹಾಗೂ ಪುರಸಭೆ ಸದಸ್ಯರು ಉಪಸ್ಥಿತರಿದ್ದರು. ರಸ್ತೆ ದುರಸ್ತಿ ಮಾಡದಿದ್ದರೆ ಪ್ರತಿಭಟನೆ ನಡೆಸಲಾಗುವುದು ಎಂದು ಎಚ್ಚರಿಸಿದರು.: [820, 1314, 920, 1359]
- weather-min: ಕನಿಷ್ಠ 21°: [524, 36, 564, 76]
- bottom-left-col-4: ಜಿಲ್ಲೆಯಲ್ಲಿ ಸುರಿದ ಭಾರಿ ಮಳೆಯಿಂದ ಹೆಸರು, ಉದ್ದು, ಶೇಂಗಾ, ಹತ್ತಿ ಸೇರಿದಂತೆ ವಿವಿಧ ಬೆಳೆಗಳು ಹಾನಿಯಾಗಿದ್ದವು. ಸರ್ಕಾರ ರೈತರ ನೆರವಿಗೆ ಧಾವಿಸಿದೆ. ಕೇಂದ್ರ ಸರ್ಕಾರದಿಂದ ಬರಬೇಕಾದ ಅನುದಾನಕ್ಕಾಗಿ ಕಾಯದೇ ರಾಜ್ಯ ಸರ್ಕಾರ ಪರಿಹಾರ ಬಿಡುಗಡೆ ಮಾಡಿದೆ. ಪ್ರತಿ ಹೆಕ್ಟೇರ್‌ಗೆ ಹೆಚ್ಚುವರಿ ಪರಿಹಾರ ನೀಡಲಾಗುತ್ತಿದೆ. ರೈತರು ಆತಂಕಪಡಬೇಕಿಲ್ಲ ಎಂದು ಭರವಸೆ ನೀಡಿದರು. ಮುಖಂಡರು ಉಪಸ್ಥಿತರಿದ್ದರು.: [360, 1174, 470, 1255]
- market-crop: ಸಾವೆ: [41, 866, 54, 876]
- bullet-icon: ›: [32, 1005, 36, 1015]
- market-price-range: 1737-1737: [91, 959, 140, 969]
- market-row: [30, 957, 193, 973]
- photo-unity-day: [210, 98, 476, 230]
- hand-icon: [34, 102, 68, 136]
- lead-photo: [358, 378, 660, 498]
- bottom-left-headline: ಬೆಳೆಹಾನಿ ಪರಿಹಾರ ಜಮಾಕ್ಕೆ ಚಾಲನೆ ನಾಳೆ: ಎಚ್.ಕೆ. ಪಾಟೀಲ: [30, 1148, 330, 1166]
- plant-photo: [692, 736, 920, 836]
- signboard-headline: ಅನ್ಯ ಭಾಷೆಗಳ ನಾಮಫಲಕ ತೆರವು: [704, 842, 834, 856]
- bullet-icon: ›: [32, 835, 36, 845]
- photo-rabies-caption: ಗದಗ: ಜಿಲ್ಲಾ ಆರೋಗ್ಯ ಮತ್ತು ಕುಟುಂಬ ಕಲ್ಯಾಣ ಇಲಾಖೆ, ಜಿಲ್ಲಾ ಸರ್ವೇಕ್ಷಣಾ ಘಟಕ, ಪಶು ಆರೋಗ್ಯಾಧಿಕಾರಿಗಳ ಕಚೇರಿ, ಮೃಗಾಲಯ ಹಾಗೂ ಪ್ರಾಥಮಿಕ ಆರೋಗ್ಯ ಕೇಂದ್ರ ಕುಲಕೋಟಿ ಸಂಯುಕ್ತಾಶ್ರಯದಲ್ಲಿ ಗದಗ ಮೃಗಾಲಯದ ಎಲ್ಲ ಅಧಿಕಾರಿಗಳು, ಸಿಬ್ಬಂದಿಗೆ ರೇಬಿಸ್ ಪ್ರಿ-ಎಕ್ಸ್‌ಪೋಶರ್ ಪ್ರೊಫೈಲ್ಯಾಕ್ಸಿಸ್ ಲಸಿಕೆಯನ್ನು ನೀಡಲಾಯಿತು.: [704, 222, 908, 259]
- market-row: [30, 911, 193, 927]
- kirusuddi-item-body: ನಗರದ ಸಾಹಿತ್ಯ ಭವನದಲ್ಲಿ ನ.1ರಂದು ಸಂಜೆ 4ಕ್ಕೆ ಕರ್ನಾಟಕ ರಾಜ್ಯೋತ್ಸವ ಅಂಗವಾಗಿ ಕನ್ನಡ ನಾಡು ನುಡಿ ಕುರಿತು ಉಪನ್ಯಾಸ ಕಾರ್ಯಕ್ರಮ ಆಯೋಜಿಸಲಾಗಿದೆ.: [30, 697, 193, 724]
- market-crop: ಗೆಜ್ಜೆ ಶೇಂಗಾ: [41, 804, 73, 814]
- market-crop: ಕಡಲೆ: [41, 850, 56, 860]
- market-price-range: 6099-6099: [91, 1036, 140, 1046]
- kirusuddi-item-body: ಜಿಲ್ಲಾಡಳಿತದ ವತಿಯಿಂದ ನ.1ರಂದು ಬೆಳಗ್ಗೆ 9 ಗಂಟೆಗೆ ಡಿ.ಎ.ಆರ್. ಮೈದಾನದಲ್ಲಿ ಕರ್ನಾಟಕ ರಾಜ್ಯೋತ್ಸವ ಕಾರ್ಯಕ್ರಮ ನಡೆಯಲಿದೆ. ಜಿಲ್ಲಾ ಉಸ್ತುವಾರಿ ಸಚಿವ ಎಚ್.ಕೆ. ಪಾಟೀಲ ಧ್ವಜಾರೋಹಣ ನೆರವೇರಿಸಿ ಸಂದೇಶ ನೀಡಲಿದ್ದಾರೆ. ಸ್ತಬ್ಧಚಿತ್ರ ಮೆರವಣಿಗೆ ಹಾಗೂ ಸಾಂಸ್ಕೃತಿಕ ಕಾರ್ಯಕ್ರಮಗಳು ನಡೆಯಲಿವೆ.: [30, 159, 193, 204]
- market-unit: ಕ್ವಿಂಟಲ್: [171, 819, 193, 829]
- market-unit: ಕ್ವಿಂಟಲ್: [171, 897, 193, 907]
- kirusuddi-item-body: ಜಿಲ್ಲಾ ಪಂಚಾಯತ್, ಶಾಲಾ ಶಿಕ್ಷಣ ಇಲಾಖೆ ಸಹಯೋಗದಲ್ಲಿ ಪ್ರಾಥಮಿಕ ಹಾಗೂ ಪ್ರೌಢಶಾಲೆಗಳ ಗ್ರಾಮೀಣ ಮಲ್ಲಕಂಬ ಕ್ರೀಡಾಕೂಟ ನ.2ರಂದು ಬೆಳಗ್ಗೆ 10ಕ್ಕೆ ನಡೆಯಲಿದೆ. ವಿಜೇತರಿಗೆ ಬಹುಮಾನ ವಿತರಿಸಲಾಗುವುದು.: [30, 442, 193, 478]
- header-rule: [30, 92, 920, 93]
- bottom-left-col-1: ಗದಗ: ನಗರದ ಸ್ವಾತಂತ್ರ್ಯ ಹೋರಾಟ ಭವನದಲ್ಲಿ ನಡೆದ ಪತ್ರಿಕಾಗೋಷ್ಠಿಯಲ್ಲಿ ಮಾತನಾಡಿದ ಅವರು, ಅತಿವೃಷ್ಟಿಯಿಂದ ಬೆಳೆಹಾನಿಗೊಳಗಾದ ರೈತರ ಖಾತೆಗೆ ಪರಿಹಾರ ಮೊತ್ತ ಜಮಾ ಮಾಡುವ ಕಾರ್ಯಕ್ಕೆ ನ.2ರಂದು ಚಾಲನೆ ನೀಡಲಾಗುವುದು. ಜಿಲ್ಲೆಯ ಸಾವಿರಾರು ರೈತರಿಗೆ ಅನುಕೂಲವಾಗಲಿದೆ. ಪರಿಹಾರ ವಿತರಣೆಯಲ್ಲಿ ಪಾರದರ್ಶಕತೆ ಕಾಯ್ದುಕೊಳ್ಳಲಾಗುವುದು. ನೇರವಾಗಿ ರೈತರ ಬ್ಯಾಂಕ್ ಖಾತೆಗೆ ಹಣ ಜಮಾ ಆಗಲಿದೆ.: [30, 1174, 132, 1265]
- market-row: [30, 833, 193, 849]
- bullet-icon: ›: [32, 974, 36, 984]
- header-day: ಶನಿವಾರ: [30, 50, 54, 60]
- market-unit: ಕ್ವಿಂಟಲ್: [171, 974, 193, 984]
- brand-block: [690, 32, 920, 94]
- weather-min-label: ಕನಿಷ್ಠ: [524, 36, 536, 44]
- bottom-right-story: [482, 1148, 920, 1432]
- lead-headline: ಬೇಡಿಕೆಗನುಸಾರ ಯೋಜನೆ ತಯಾರಿಸಿ: [270, 331, 602, 362]
- market-price-range: 2677-3587: [91, 835, 140, 845]
- market-price-range: 6519-6539: [91, 1021, 140, 1031]
- market-crop: ಅಲಸಂದಿ: [41, 835, 65, 845]
- lead-col-2-text: ಗ್ರಾಮ ಸಭೆಗಳಲ್ಲಿ, ವಾರ್ಡ್ ಸಭೆಗಳಲ್ಲಿ ಚರ್ಚಿಸಿ ಜನರ ಅಗತ್ಯತೆಗಳನ್ನು ಪಟ್ಟಿ ಮಾಡಬೇಕು. ಕಟ್ಟಡ ಕಾಮಗಾರಿಗಳ ಗುಣಮಟ್ಟ ಕಾಯ್ದುಕೊಳ್ಳಬೇಕು. ಕಳಪೆ ಕಾಮಗಾರಿ ಕಂಡುಬಂದಲ್ಲಿ ಸಂಬಂಧಿಸಿದ ಅಧಿಕಾರಿಗಳ ವಿರುದ್ಧ ಕ್ರಮ ಜರುಗಿಸಲಾಗುವುದು ಎಂದು ಎಚ್ಚರಿಸಿದರು. ಜಿಲ್ಲಾ ಪಂಚಾಯತ್ ಮುಖ್ಯ ಕಾರ್ಯನಿರ್ವಹಣಾಧಿಕಾರಿ ಭರತ್ ಎಸ್. ಮಾತನಾಡಿ, ಗ್ರಾಮ ಮತ್ತು ತಾಲೂಕು ಪಂಚಾಯತ್ ಮಟ್ಟದ ಯೋಜನೆಗಳನ್ನು ಕ್ರೋಢೀಕರಿಸಿ ಜಿಲ್ಲಾ ಯೋಜನೆ ಸಿದ್ಧಪಡಿಸಲಾಗುವುದು ಎಂದರು.: [358, 648, 504, 720]
- bullet-icon: ›: [32, 804, 36, 814]
- bottom-right-col-2: ಸಂಪನ್ಮೂಲ ಕ್ರೋಢೀಕರಿಸಿ ತಕ್ಷಣ ಗುಂಡಿ ಮುಚ್ಚುವ ಕಾರ್ಯ ಕೈಗೊಳ್ಳಬೇಕು. ಅಪಘಾತಗಳು ಹೆಚ್ಚುತ್ತಿದ್ದು ಜನರ ಜೀವಕ್ಕೆ ಅಪಾಯವಿದೆ. ಗ್ಯಾರಂಟಿ ಯೋಜನೆಗಳ ಹೆಸರಿನಲ್ಲಿ ಅಭಿವೃದ್ಧಿ ಕಡೆಗಣಿಸಲಾಗಿದೆ ಎಂದು ಟೀಕಿಸಿದರು. ಬಿಜೆಪಿ ಮುಖಂಡರು, ಕಾರ್ಯಕರ್ತರು ಇದ್ದರು.: [596, 1274, 702, 1337]
- market-unit: ಕ್ವಿಂಟಲ್: [171, 912, 193, 922]
- plant-block: [486, 736, 920, 836]
- bullet-icon: ›: [32, 912, 36, 922]
- street-story: [486, 842, 692, 1132]
